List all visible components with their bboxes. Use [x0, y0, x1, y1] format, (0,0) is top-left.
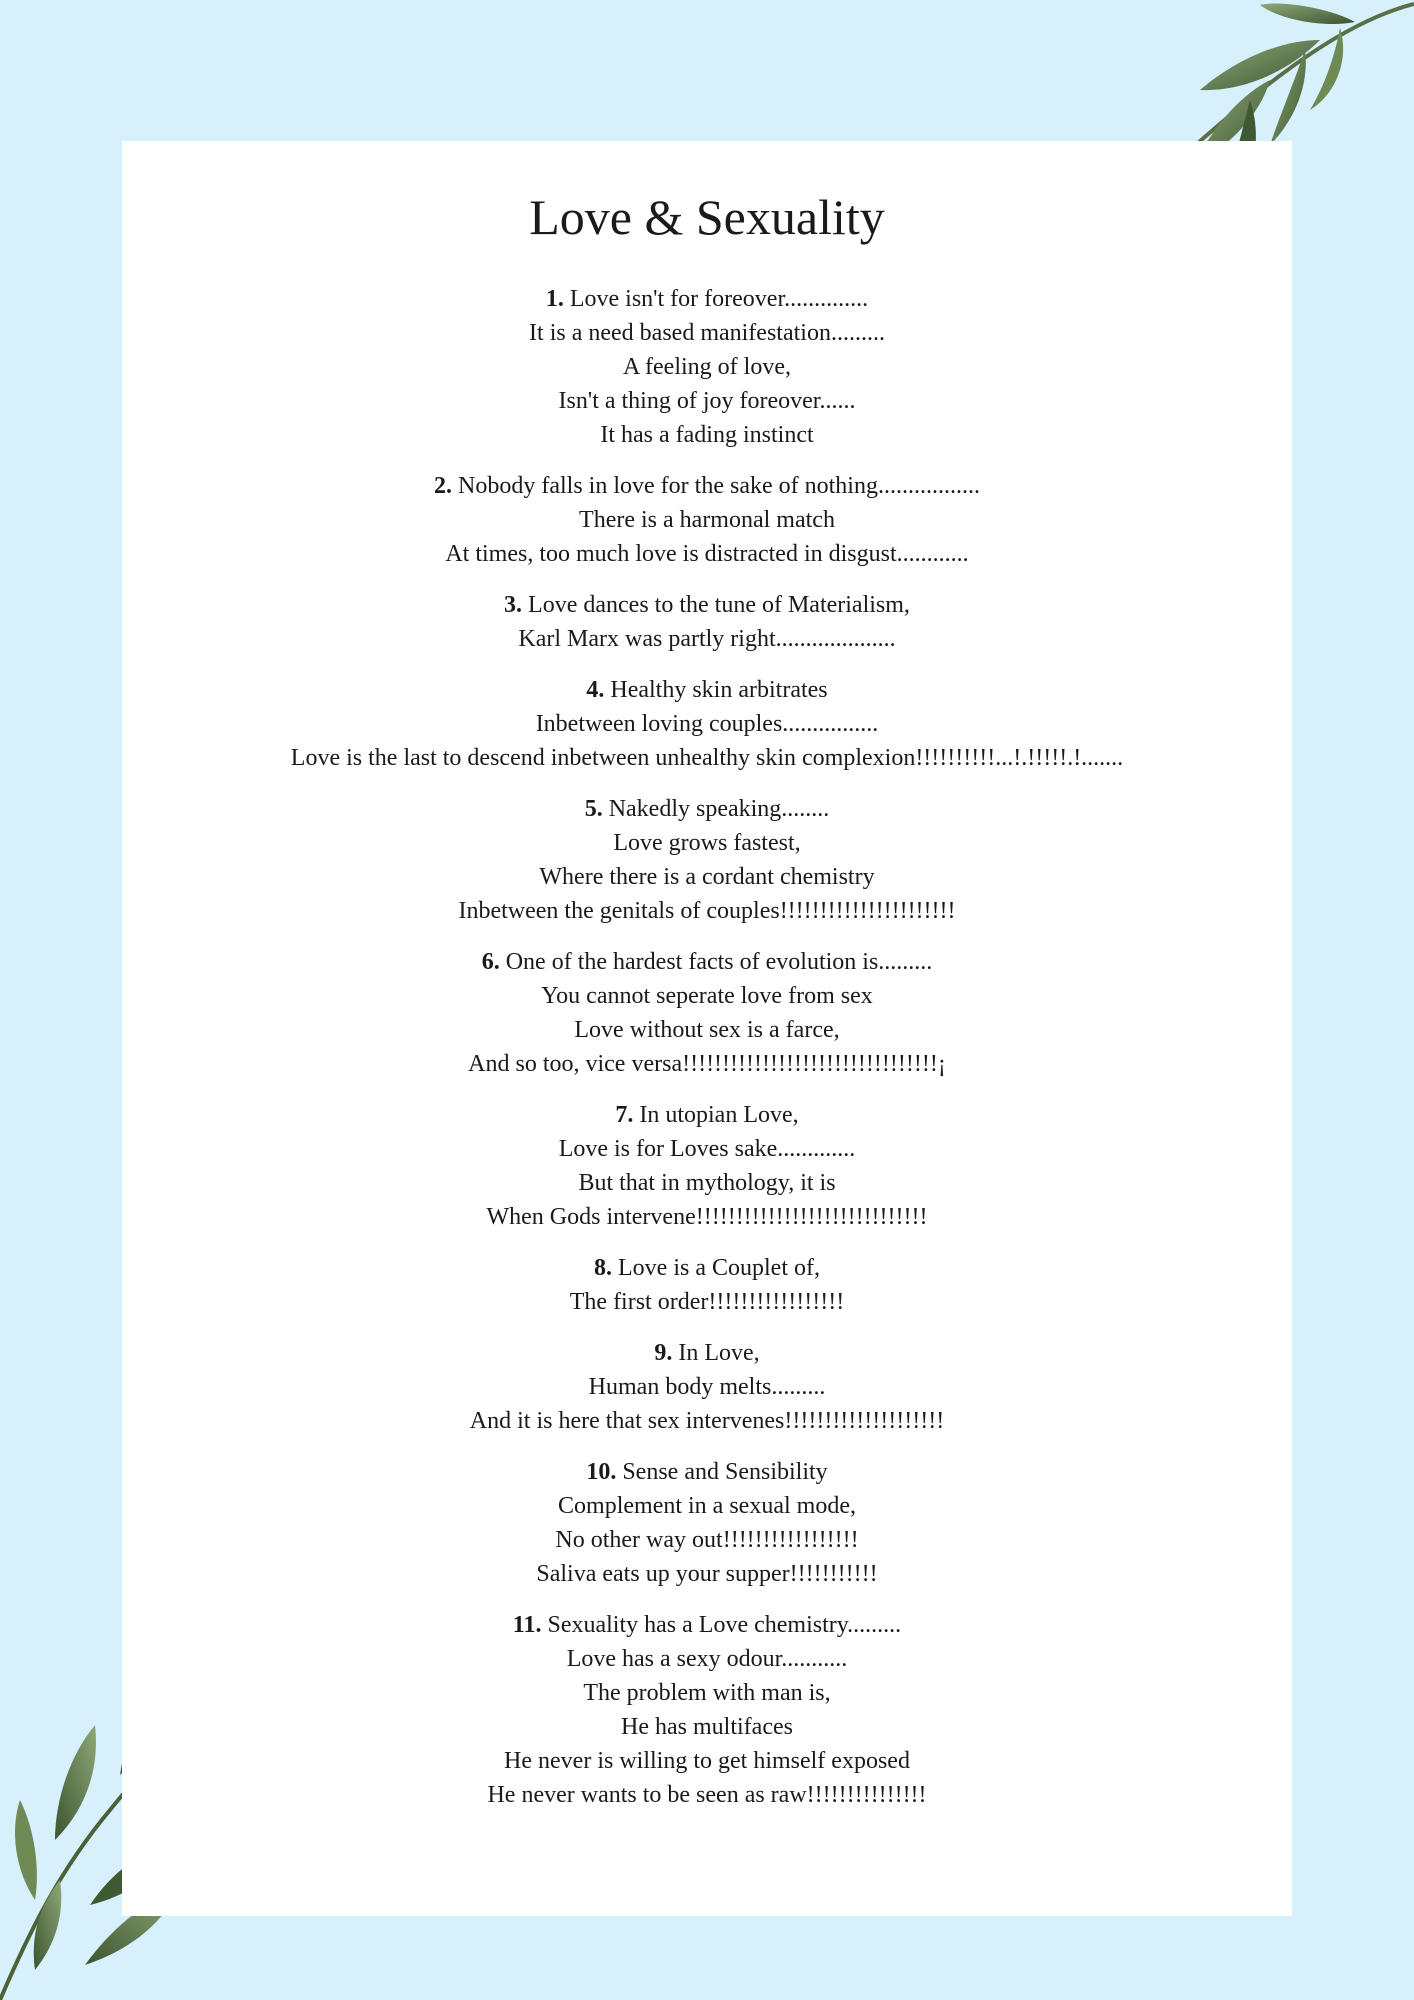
stanza-line: And it is here that sex intervenes!!!!!!!!!!!!!!!!!!!!	[469, 1408, 945, 1434]
stanza-line: Human body melts.........	[588, 1374, 826, 1400]
stanza-line-text: Healthy skin arbitrates	[610, 677, 828, 703]
stanza-line: Isn't a thing of joy foreover......	[558, 388, 856, 414]
stanza-number: 11.	[512, 1612, 542, 1638]
stanza-line-text: One of the hardest facts of evolution is.........	[505, 949, 933, 975]
stanza-line: Love has a sexy odour...........	[566, 1646, 848, 1672]
stanza-line: Karl Marx was partly right....................	[518, 626, 896, 652]
stanza-4	[122, 673, 1292, 775]
stanza-line: Love is for Loves sake.............	[558, 1136, 856, 1162]
stanza-line: He never wants to be seen as raw!!!!!!!!!!!!!!!	[487, 1782, 927, 1808]
stanza-first-line	[122, 282, 1292, 316]
stanza-number: 6.	[481, 949, 500, 975]
stanza-number: 1.	[545, 286, 564, 312]
stanza-8	[122, 1251, 1292, 1319]
stanza-line-text: Sexuality has a Love chemistry.........	[547, 1612, 902, 1638]
stanza-2	[122, 469, 1292, 571]
stanza-first-line	[122, 792, 1292, 826]
page-title: Love & Sexuality	[529, 189, 885, 245]
stanza-number: 7.	[615, 1102, 634, 1128]
stanza-line: Love without sex is a farce,	[574, 1017, 840, 1043]
stanza-first-line	[122, 673, 1292, 707]
stanza-line-text: Love is a Couplet of,	[618, 1255, 820, 1281]
stanza-line-text: Sense and Sensibility	[622, 1459, 828, 1485]
stanza-line: Inbetween the genitals of couples!!!!!!!!!!!!!!!!!!!!!!	[458, 898, 956, 924]
stanza-line: The first order!!!!!!!!!!!!!!!!!	[569, 1289, 845, 1315]
stanza-line: Inbetween loving couples................	[535, 711, 879, 737]
stanza-line: When Gods intervene!!!!!!!!!!!!!!!!!!!!!!!!!!!!!	[486, 1204, 928, 1230]
stanza-number: 3.	[504, 592, 523, 618]
stanza-6	[122, 945, 1292, 1081]
stanza-line: No other way out!!!!!!!!!!!!!!!!!	[555, 1527, 859, 1553]
stanza-line-text: Nobody falls in love for the sake of nothing.................	[458, 473, 980, 499]
stanza-first-line	[122, 1098, 1292, 1132]
stanza-first-line	[122, 469, 1292, 503]
stanza-first-line	[122, 1336, 1292, 1370]
document-page	[122, 141, 1292, 1916]
stanza-line: He never is willing to get himself exposed	[504, 1748, 910, 1774]
stanza-first-line	[122, 588, 1292, 622]
stanza-line: You cannot seperate love from sex	[541, 983, 873, 1009]
stanza-line: Love is the last to descend inbetween unhealthy skin complexion!!!!!!!!!!...!.!!!!!.!.......	[290, 745, 1124, 771]
stanza-line: He has multifaces	[621, 1714, 793, 1740]
stanza-line-text: Love isn't for foreover..............	[569, 286, 869, 312]
stanza-number: 8.	[594, 1255, 613, 1281]
stanza-3	[122, 588, 1292, 656]
stanza-line: There is a harmonal match	[579, 507, 835, 533]
stanza-first-line	[122, 1608, 1292, 1642]
stanza-line: But that in mythology, it is	[578, 1170, 836, 1196]
stanza-first-line	[122, 945, 1292, 979]
stanza-line-text: In utopian Love,	[639, 1102, 799, 1128]
stanza-11	[122, 1608, 1292, 1812]
stanza-line-text: Nakedly speaking........	[608, 796, 830, 822]
stanza-number: 9.	[654, 1340, 673, 1366]
stanza-10	[122, 1455, 1292, 1591]
stanza-first-line	[122, 1455, 1292, 1489]
stanza-line: A feeling of love,	[623, 354, 791, 380]
stanza-number: 2.	[434, 473, 453, 499]
stanza-line: And so too, vice versa!!!!!!!!!!!!!!!!!!!!!!!!!!!!!!!!¡	[468, 1051, 946, 1077]
stanza-line-text: Love dances to the tune of Materialism,	[528, 592, 910, 618]
stanza-9	[122, 1336, 1292, 1438]
stanza-line: The problem with man is,	[583, 1680, 831, 1706]
stanza-7	[122, 1098, 1292, 1234]
stanza-number: 4.	[586, 677, 605, 703]
stanza-number: 5.	[584, 796, 603, 822]
stanza-number: 10.	[586, 1459, 617, 1485]
stanza-line: It is a need based manifestation.........	[529, 320, 885, 346]
stanza-5	[122, 792, 1292, 928]
stanza-first-line	[122, 1251, 1292, 1285]
stanza-line: Complement in a sexual mode,	[558, 1493, 856, 1519]
stanza-line: It has a fading instinct	[600, 422, 814, 448]
stanza-line: Love grows fastest,	[613, 830, 801, 856]
stanza-line: Saliva eats up your supper!!!!!!!!!!!	[536, 1561, 878, 1587]
stanza-line: Where there is a cordant chemistry	[539, 864, 875, 890]
stanza-line: At times, too much love is distracted in disgust............	[445, 541, 969, 567]
stanza-line-text: In Love,	[678, 1340, 760, 1366]
poem-body	[122, 282, 1292, 1829]
stanza-1	[122, 282, 1292, 452]
